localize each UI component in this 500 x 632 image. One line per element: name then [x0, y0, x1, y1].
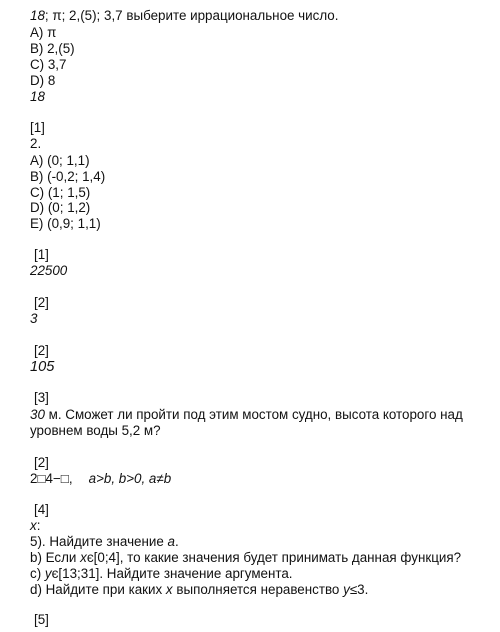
q4-value: 3 — [30, 311, 38, 326]
q2-number: 2. — [30, 136, 42, 151]
q8-part-b — [30, 550, 461, 566]
q8-part-d-text: d) Найдите при каких — [30, 582, 166, 597]
q2-option-e: E) (0,9; 1,1) — [30, 216, 101, 231]
q8-part-b-end: є[0;4], то какие значения будет принимать данная функция? — [86, 550, 462, 565]
q5-marks: [3] — [34, 390, 49, 405]
q8-part-d — [30, 582, 368, 598]
q8-part-a-var: a — [167, 534, 175, 549]
q6-line2: уровнем воды 5,2 м? — [30, 423, 161, 438]
q3-marks: [2] — [34, 295, 49, 310]
q2-marks: [1] — [34, 247, 49, 262]
q4-marks: [2] — [34, 343, 49, 358]
q6-height: 30 — [30, 407, 45, 422]
q8-part-a-text: 5). Найдите значение — [30, 534, 168, 549]
q8-part-a — [30, 534, 179, 550]
q8-variable-suffix: : — [36, 518, 41, 533]
q1-option-a: A) π — [30, 25, 57, 40]
q8-part-a-end: . — [175, 534, 179, 549]
q3-value: 22500 — [30, 263, 68, 278]
q8-part-c-text: c) — [30, 566, 45, 581]
q7-marks: [4] — [34, 502, 49, 517]
q6-line1 — [30, 407, 463, 423]
q7-expression-line — [30, 471, 171, 487]
q2-option-c: C) (1; 1,5) — [30, 185, 91, 200]
q8-marks: [5] — [34, 612, 49, 627]
q2-option-d: D) (0; 1,2) — [30, 200, 91, 215]
q8-part-b-var: x — [80, 550, 87, 565]
q8-part-d-var-x: x — [165, 582, 173, 597]
q2-option-b: B) (-0,2; 1,4) — [30, 169, 106, 184]
q7-condition: a>b, b>0, a≠b — [88, 471, 172, 486]
q5-value: 105 — [30, 359, 55, 375]
q8-part-d-var-y: y — [343, 582, 350, 597]
q8-part-d-end: ≤3. — [349, 582, 369, 597]
q8-part-c-end: є[13;31]. Найдите значение аргумента. — [51, 566, 293, 581]
q1-marks: [1] — [30, 120, 45, 135]
q8-part-d-mid: выполняется неравенство — [172, 582, 344, 597]
q8-variable: x — [30, 518, 37, 533]
q1-option-c: C) 3,7 — [30, 57, 67, 72]
q1-stem-number: 18 — [30, 8, 45, 23]
q8-variable-line — [30, 518, 40, 534]
q8-part-b-text: b) Если — [30, 550, 81, 565]
q2-option-a: A) (0; 1,1) — [30, 153, 90, 168]
q8-part-c — [30, 566, 293, 582]
q1-option-b: B) 2,(5) — [30, 41, 75, 56]
q1-stem-text: ; π; 2,(5); 3,7 выберите иррациональное число. — [44, 8, 339, 23]
q6-line1-text: м. Сможет ли пройти под этим мостом судно, высота которого над — [44, 407, 463, 422]
q6-marks: [2] — [34, 455, 49, 470]
q1-option-d: D) 8 — [30, 73, 56, 88]
q8-part-c-var: y — [44, 566, 52, 581]
q1-answer: 18 — [30, 89, 45, 104]
q1-stem — [30, 8, 338, 24]
q7-expression: 2□4−□, — [30, 471, 73, 486]
